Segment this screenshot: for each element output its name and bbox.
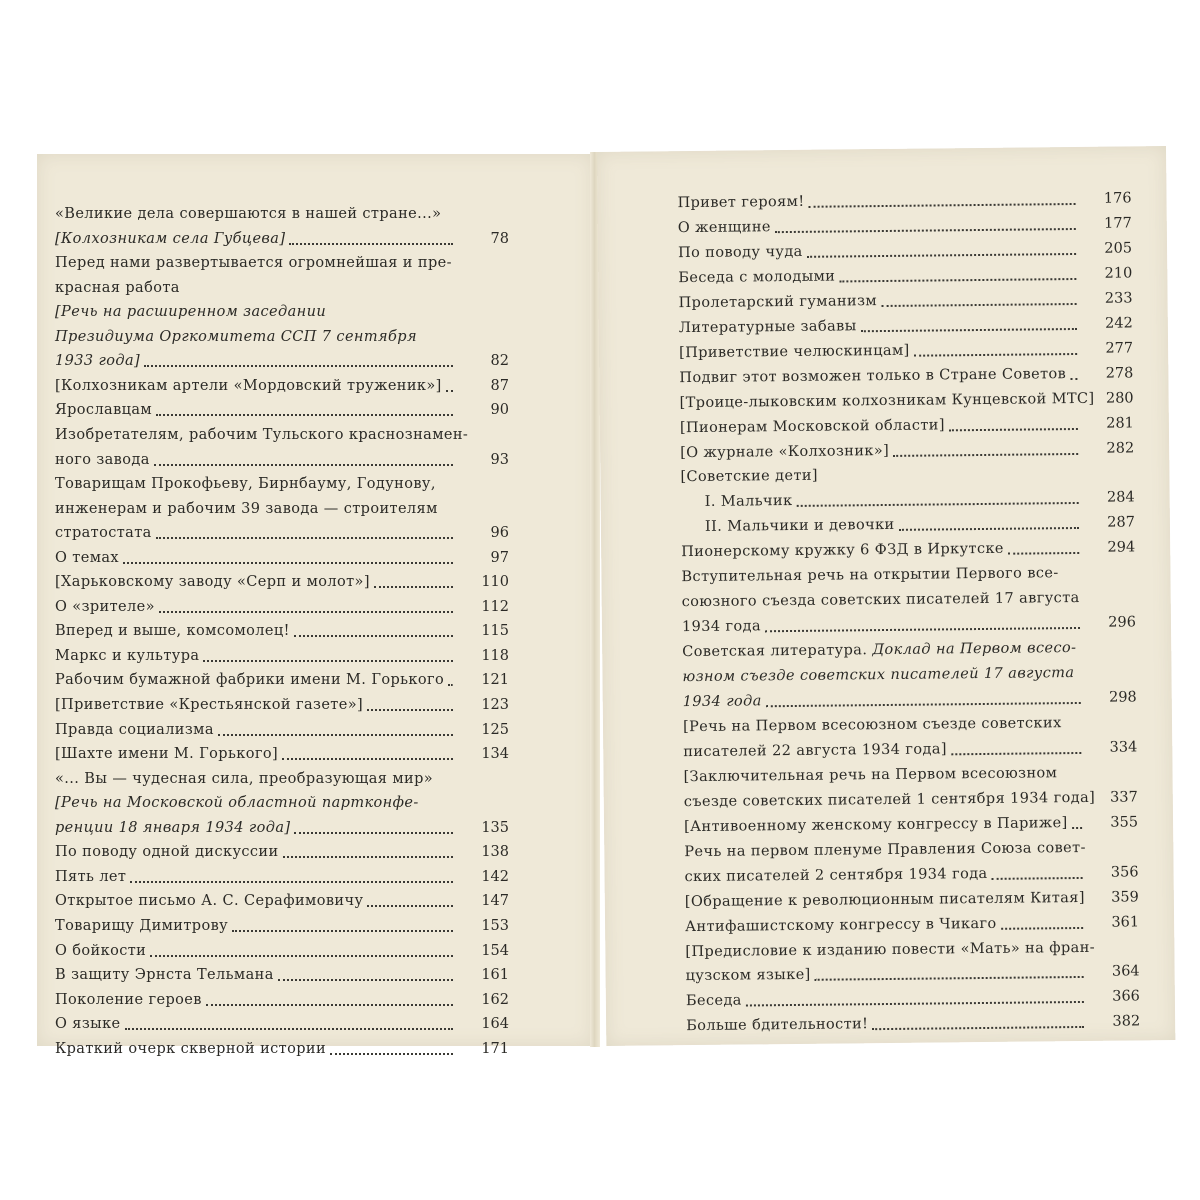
toc-entry-title: Правда социализма (55, 721, 214, 738)
page-number: 205 (1104, 240, 1133, 257)
toc-entry-line (55, 988, 457, 1012)
dot-leader (766, 701, 1081, 707)
toc-entry-title: Пионерскому кружку 6 ФЗД в Иркутске (681, 541, 1004, 561)
dot-leader (807, 252, 1076, 258)
dot-leader (951, 751, 1081, 755)
toc-entry-line (55, 423, 469, 447)
toc-entry-title: съезде советских писателей 1 сентября 1934 года] (683, 789, 1096, 810)
toc-entry-line (55, 374, 457, 398)
page-number: 153 (481, 917, 509, 934)
toc-entry-line (55, 742, 457, 766)
toc-entry-line (55, 595, 457, 619)
toc-entry-line (55, 718, 457, 742)
toc-entry-title: [Колхозникам артели «Мордовский труженик»] (55, 377, 442, 394)
toc-entry-subtitle: 1933 года] (55, 353, 141, 370)
toc-entry-line (685, 886, 1087, 914)
toc-entry-title: [Антивоенному женскому конгрессу в Париже] (683, 814, 1068, 835)
toc-entry-line (679, 337, 1081, 365)
page-number: 284 (1106, 489, 1135, 507)
dot-leader (839, 277, 1076, 282)
page-number: 123 (481, 697, 509, 713)
toc-entry-title: [Заключительная речь на Первом всесоюзном (683, 765, 1058, 785)
toc-entry-line (683, 786, 1096, 814)
toc-entry-title: Перед нами развертывается огромнейшая и пре- (55, 255, 452, 272)
toc-entry-line (55, 1037, 457, 1061)
toc-entry-title: [Троице-лыковским колхозникам Кунцевской МТС] (679, 390, 1095, 411)
dot-leader (367, 904, 453, 907)
left-page (37, 154, 593, 1057)
page-number: 171 (481, 1040, 509, 1057)
toc-entry-line (55, 791, 457, 815)
dot-leader (156, 413, 453, 416)
toc-entry-line (680, 411, 1082, 439)
dot-leader (367, 708, 453, 711)
dot-leader (150, 954, 453, 957)
page-number: 118 (481, 647, 509, 664)
toc-entry-line (682, 611, 1084, 639)
page-number: 93 (490, 451, 509, 468)
dot-leader (815, 975, 1084, 981)
dot-leader (949, 427, 1078, 431)
page-number: 233 (1104, 290, 1133, 307)
page-number: 115 (481, 623, 509, 640)
toc-entry-title: ного завода (55, 451, 150, 468)
dot-leader (775, 227, 1076, 233)
toc-entry-title: Антифашистскому конгрессу в Чикаго (685, 915, 997, 935)
dot-leader (1001, 925, 1083, 929)
toc-entry-line (55, 1012, 457, 1036)
toc-entry-line (55, 472, 457, 496)
page-number: 356 (1110, 864, 1139, 881)
dot-leader (144, 364, 453, 367)
toc-entry-line (55, 767, 457, 791)
toc-entry-line (55, 398, 457, 422)
toc-entry-subtitle: [Речь на Московской областной партконфе- (55, 795, 419, 812)
page-number: 334 (1109, 739, 1138, 756)
dot-leader (872, 1025, 1084, 1030)
toc-entry-line (683, 711, 1085, 739)
toc-entry-title: [Речь на Первом всесоюзном съезде советских (682, 715, 1062, 736)
page-number: 87 (490, 377, 509, 394)
page-number: 176 (1103, 190, 1132, 207)
dot-leader (294, 831, 453, 834)
toc-entry-line (55, 816, 457, 840)
toc-entry-line (678, 212, 1080, 240)
toc-entry-line (55, 497, 457, 521)
toc-entry-line (686, 960, 1088, 988)
dot-leader (992, 876, 1083, 880)
toc-entry-title: Литературные забавы (678, 318, 857, 336)
toc-entry-line (55, 546, 457, 570)
toc-entry-title: О бойкости (55, 942, 147, 959)
toc-entry-title: Ярославцам (55, 402, 153, 419)
dot-leader (232, 929, 453, 932)
toc-entry-subtitle: [Речь на расширенном заседании (55, 304, 327, 321)
toc-entry-title: Поколение героев (55, 991, 202, 1008)
toc-entry-title: II. Мальчики и девочки (704, 517, 895, 536)
dot-leader (893, 451, 1078, 456)
toc-entry-title: Подвиг этот возможен только в Стране Советов (679, 365, 1067, 386)
page-number: 138 (481, 844, 509, 861)
dot-leader (1072, 826, 1082, 829)
page-number: 161 (481, 967, 509, 984)
toc-entry-line (686, 985, 1088, 1013)
toc-entry-title: инженерам и рабочим 39 завода — строителям (55, 500, 438, 517)
toc-entry-title: Вступительная речь на открытии Первого все- (681, 565, 1059, 586)
toc-entry-line (55, 693, 457, 717)
toc-entry-title: [Обращение к революционным писателям Китая] (684, 889, 1085, 910)
toc-entry-line (679, 362, 1081, 390)
toc-entry-title: Пять лет (55, 868, 127, 885)
page-number: 364 (1111, 963, 1140, 981)
toc-entry-line (684, 836, 1086, 864)
dot-leader (809, 202, 1076, 208)
page-number: 282 (1106, 439, 1135, 457)
page-number: 78 (490, 230, 509, 247)
toc-entry-line (682, 661, 1084, 689)
page-number: 97 (490, 549, 509, 566)
toc-entry-line (55, 349, 457, 373)
toc-entry-line (55, 619, 457, 643)
page-number: 361 (1111, 913, 1140, 931)
toc-entry-title: Маркс и культура (55, 647, 200, 664)
dot-leader (282, 757, 453, 760)
page-number: 90 (490, 402, 509, 419)
toc-entry-line (55, 448, 457, 472)
page-number: 296 (1108, 614, 1137, 631)
toc-entry-line (684, 861, 1086, 889)
right-page (597, 146, 1175, 1046)
toc-entry-line (55, 644, 457, 668)
toc-entry-title: «... Вы — чудесная сила, преобразующая мир» (55, 770, 434, 787)
page-number: 355 (1110, 814, 1139, 831)
page-number: 242 (1105, 315, 1133, 332)
toc-entry-line (55, 300, 457, 324)
toc-entry-line (680, 436, 1082, 464)
dot-leader (125, 1027, 453, 1030)
toc-entry-title: стратостата (55, 525, 152, 542)
dot-leader (330, 1052, 453, 1055)
toc-entry-title: Товарищу Димитрову (55, 917, 229, 934)
page-number: 382 (1112, 1013, 1141, 1030)
toc-entry-line (682, 636, 1084, 664)
dot-leader (206, 1003, 453, 1006)
toc-entry-subtitle: Президиума Оргкомитета ССП 7 сентября (55, 328, 417, 345)
toc-entry-title: Беседа (685, 992, 742, 1010)
page-number: 154 (481, 942, 509, 959)
page-number: 121 (481, 672, 509, 689)
toc-entry-title: [Приветствие «Крестьянской газете»] (55, 697, 364, 713)
toc-entry-title: Изобретателям, рабочим Тульского краснознамен- (55, 426, 469, 443)
dot-leader (154, 463, 453, 466)
page-number: 110 (481, 574, 509, 591)
toc-entry-subtitle: Доклад на Первом всесо- (872, 640, 1077, 659)
page-number: 359 (1111, 888, 1139, 906)
toc-entry-line (677, 187, 1079, 215)
toc-entry-title: Беседа с молодыми (678, 268, 836, 286)
toc-entry-title: ских писателей 2 сентября 1934 года (684, 865, 988, 885)
dot-leader (218, 733, 453, 736)
toc-entry-line (683, 686, 1085, 714)
dot-leader (278, 978, 453, 981)
dot-leader (765, 626, 1080, 632)
toc-entry-line (55, 521, 457, 545)
toc-entry-title: Привет героям! (677, 193, 805, 212)
dot-leader (203, 659, 453, 662)
toc-entry-line (55, 325, 457, 349)
toc-entry-line (683, 736, 1085, 764)
toc-entry-line (686, 1010, 1088, 1038)
dot-leader (294, 634, 453, 637)
toc-entry-subtitle: юзном съезде советских писателей 17 августа (682, 665, 1075, 686)
dot-leader (289, 242, 453, 245)
toc-entry-line (679, 312, 1081, 340)
toc-entry-title: По поводу чуда (677, 243, 803, 262)
page-number: 162 (481, 991, 509, 1008)
toc-entry-line (55, 276, 457, 300)
toc-entry-subtitle: ренции 18 января 1934 года] (55, 819, 291, 836)
page-number: 278 (1105, 365, 1134, 382)
dot-leader (130, 880, 453, 883)
toc-entry-subtitle: [Колхозникам села Губцева] (55, 230, 286, 247)
toc-entry-line (55, 251, 457, 275)
toc-entry-title: О темах (55, 549, 120, 566)
toc-entry-title: Пролетарский гуманизм (678, 292, 878, 311)
toc-entry-title: цузском языке] (685, 967, 811, 985)
toc-entry-title: В защиту Эрнста Тельмана (55, 967, 274, 984)
dot-leader (1070, 377, 1077, 380)
page-number: 125 (481, 721, 509, 738)
dot-leader (746, 1000, 1084, 1007)
dot-leader (881, 302, 1077, 307)
toc-entry-line (55, 570, 457, 594)
dot-leader (159, 610, 453, 613)
toc-right (597, 146, 1166, 1035)
page-number: 134 (481, 746, 509, 763)
toc-entry-line (55, 939, 457, 963)
toc-entry-title: О языке (55, 1016, 121, 1033)
toc-entry-title: По поводу одной дискуссии (55, 844, 279, 861)
toc-entry-line (679, 387, 1095, 415)
toc-entry-line (684, 811, 1086, 839)
dot-leader (123, 561, 453, 564)
toc-entry-line (55, 840, 457, 864)
toc-entry-title: Краткий очерк скверной истории (55, 1040, 327, 1057)
dot-leader (446, 389, 453, 392)
toc-entry-line (705, 511, 1083, 539)
page-number: 298 (1108, 689, 1137, 706)
toc-entry-title: Открытое письмо А. С. Серафимовичу (55, 893, 364, 910)
dot-leader (156, 536, 453, 539)
dot-leader (374, 585, 453, 588)
dot-leader (448, 683, 453, 686)
toc-entry-title: «Великие дела совершаются в нашей стране...» (55, 206, 442, 222)
dot-leader (283, 855, 453, 858)
toc-entry-title: [О журнале «Колхозник»] (680, 442, 890, 461)
toc-entry-line (705, 486, 1083, 514)
toc-entry-title: О «зрителе» (55, 598, 155, 615)
toc-entry-title: Речь на первом пленуме Правления Союза совет- (684, 839, 1086, 860)
toc-entry-line (55, 865, 457, 889)
dot-leader (914, 352, 1077, 357)
toc-entry-title: красная работа (55, 279, 180, 296)
toc-entry-title: [Приветствие челюскинцам] (679, 342, 910, 361)
toc-entry-line (678, 262, 1080, 290)
page-number: 210 (1104, 265, 1133, 282)
page-number: 366 (1112, 988, 1140, 1006)
toc-entry-title: [Харьковскому заводу «Серп и молот»] (55, 574, 370, 591)
page-number: 294 (1107, 539, 1136, 556)
toc-entry-line (55, 668, 457, 692)
toc-entry-title: [Пионерам Московской области] (679, 416, 945, 436)
toc-entry-title: Советская литература. (682, 642, 868, 661)
toc-entry-title: О женщине (677, 219, 771, 237)
toc-entry-line (678, 237, 1080, 265)
toc-entry-title: Рабочим бумажной фабрики имени М. Горького (55, 672, 445, 689)
toc-entry-title: [Шахте имени М. Горького] (55, 746, 279, 763)
page-number: 96 (490, 525, 509, 542)
dot-leader (861, 327, 1077, 332)
page-number: 337 (1110, 789, 1138, 806)
toc-entry-title: I. Мальчик (704, 493, 793, 511)
toc-entry-subtitle: 1934 года (682, 693, 762, 711)
toc-entry-line (55, 202, 457, 226)
toc-entry-line (55, 963, 457, 987)
toc-entry-line (685, 935, 1096, 963)
page-number: 277 (1105, 340, 1134, 357)
toc-entry-title: 1934 года (681, 618, 762, 636)
toc-entry-line (55, 227, 457, 251)
page-number: 135 (481, 819, 509, 836)
toc-entry-line (685, 910, 1087, 938)
toc-entry-line (680, 461, 1082, 489)
toc-entry-line (681, 561, 1083, 589)
dot-leader (1008, 551, 1079, 555)
toc-entry-title: писателей 22 августа 1934 года] (683, 741, 947, 761)
toc-entry-line (55, 914, 457, 938)
page-number: 177 (1104, 215, 1132, 232)
toc-entry-title: [Предисловие к изданию повести «Мать» на фран- (685, 939, 1096, 960)
toc-entry-line (682, 586, 1084, 614)
page-number: 164 (481, 1016, 509, 1033)
toc-entry-title: Товарищам Прокофьеву, Бирнбауму, Годунову, (55, 476, 436, 493)
page-number: 147 (481, 893, 509, 910)
page-number: 281 (1106, 414, 1134, 432)
toc-entry-title: союзного съезда советских писателей 17 августа (681, 590, 1080, 611)
toc-entry-title: Больше бдительности! (686, 1016, 869, 1035)
page-number: 142 (481, 868, 509, 885)
page-number: 112 (481, 598, 509, 615)
toc-entry-title: [Советские дети] (680, 468, 819, 486)
toc-entry-line (55, 889, 457, 913)
dot-leader (797, 501, 1079, 507)
page-number: 280 (1105, 389, 1134, 407)
toc-entry-line (678, 287, 1080, 315)
toc-entry-line (683, 761, 1085, 789)
page-number: 287 (1107, 514, 1135, 532)
toc-entry-title: Вперед и выше, комсомолец! (55, 623, 290, 640)
dot-leader (899, 526, 1079, 531)
page-number: 82 (490, 353, 509, 370)
toc-entry-line (681, 536, 1083, 564)
